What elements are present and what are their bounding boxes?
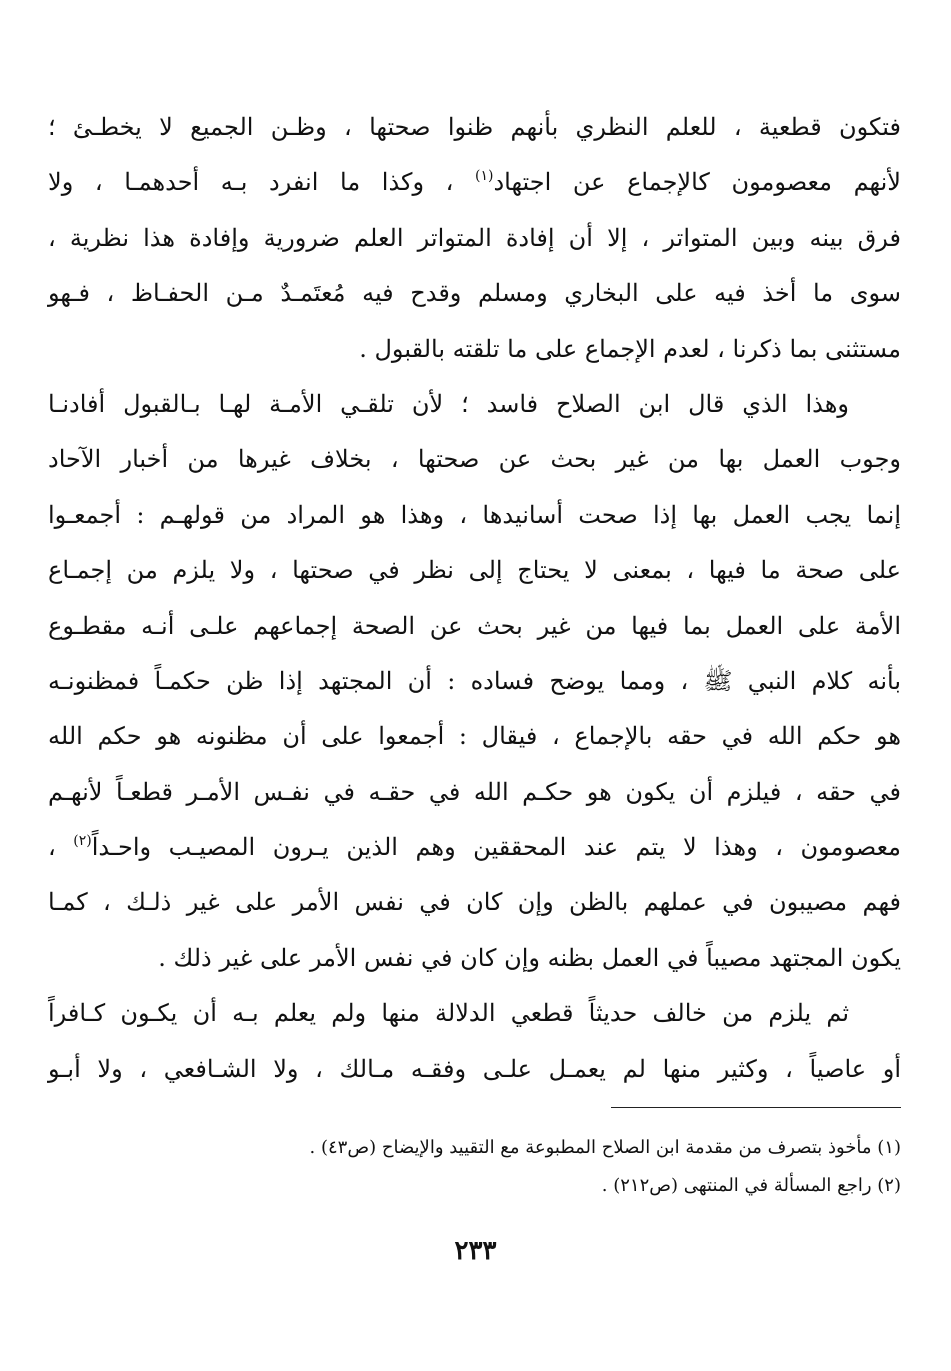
main-text (48, 100, 901, 1097)
text-line-12: هو حكم الله في حقه بالإجماع ، فيقال : أجمعوا على أن مظنونه هو حكم الله (48, 722, 901, 751)
footnote-ref-1[interactable]: (١) (475, 168, 494, 185)
text-line-9: على صحة ما فيها ، بمعنى لا يحتاج إلى نظر في صحتها ، ولا يلزم من إجمـاع (48, 556, 901, 585)
footnote-ref-2[interactable]: (٢) (73, 833, 92, 850)
text-line-5: مستثنى بما ذكرنا ، لعدم الإجماع على ما تلقته بالقبول . (359, 334, 901, 363)
text-line-14-main: معصومون ، وهذا لا يتم عند المحققين وهم الذين يـرون المصيـب واحـداً (91, 833, 901, 862)
text-line-17: ثم يلزم من خالف حديثاً قطعي الدلالة منها ولم يعلم بـه أن يكـون كـافراً (48, 999, 850, 1028)
text-line-6: وهذا الذي قال ابن الصلاح فاسد ؛ لأن تلقـي الأمـة لهـا بـالقبول أفادنـا (48, 389, 849, 418)
footnote-2: (٢) راجع المسألة في المنتهى (ص٢١٢) . (601, 1175, 901, 1196)
footnotes (48, 1129, 901, 1205)
text-line-1: فتكون قطعية ، للعلم النظري بأنهم ظنوا صحتها ، وظـن الجميع لا يخطـئ ؛ (48, 113, 901, 141)
footnote-separator (611, 1107, 901, 1108)
text-line-13: في حقه ، فيلزم أن يكون هو حكـم الله في حقـه في نفـس الأمـر قطعـاً لأنهـم (48, 777, 901, 806)
text-line-15: فهم مصيبون في عملهم بالظن وإن كان في نفس الأمر على غير ذلـك ، كمـا (48, 888, 901, 917)
page-number: ٢٣٣ (454, 1236, 497, 1266)
text-line-2-tail: ، وكذا ما انفرد بـه أحدهمـا ، ولا (48, 168, 476, 197)
footnote-1: (١) مأخوذ بتصرف من مقدمة ابن الصلاح المطبوعة مع التقييد والإيضاح (ص٤٣) . (309, 1137, 901, 1158)
text-line-18: أو عاصياً ، وكثير منها لم يعمـل علـى وفقـه مـالك ، ولا الشـافعي ، ولا أبـو (48, 1054, 901, 1083)
text-line-3: فرق بينه وبين المتواتر ، إلا أن إفادة المتواتر العلم ضرورية وإفادة هذا نظرية ، (48, 223, 901, 252)
text-line-7: وجوب العمل بها من غير بحث عن صحتها ، بخلاف غيرها من أخبار الآحاد (48, 445, 901, 474)
text-line-11: بأنه كلام النبي ﷺ ، ومما يوضح فساده : أن المجتهد إذا ظن حكمـاً فمظنونـه (48, 666, 901, 695)
text-line-14 (48, 820, 901, 875)
text-line-2-main: لأنهم معصومون كالإجماع عن اجتهاد (493, 168, 901, 197)
text-line-2 (48, 155, 901, 210)
text-line-8: إنما يجب العمل بها إذا صحت أسانيدها ، وهذا هو المراد من قولهـم : أجمعـوا (48, 500, 901, 529)
text-line-4: سوى ما أخذ فيه على البخاري ومسلم وقدح فيه مُعتَمـدٌ مـن الحفـاظ ، فـهو (48, 279, 901, 308)
text-line-10: الأمة على العمل بما فيها من غير بحث عن الصحة إجماعهم علـى أنـه مقطـوع (48, 611, 901, 640)
text-line-14-tail: ، (48, 833, 74, 862)
text-line-16: يكون المجتهد مصيباً في العمل بظنه وإن كان في نفس الأمر على غير ذلك . (158, 943, 901, 972)
